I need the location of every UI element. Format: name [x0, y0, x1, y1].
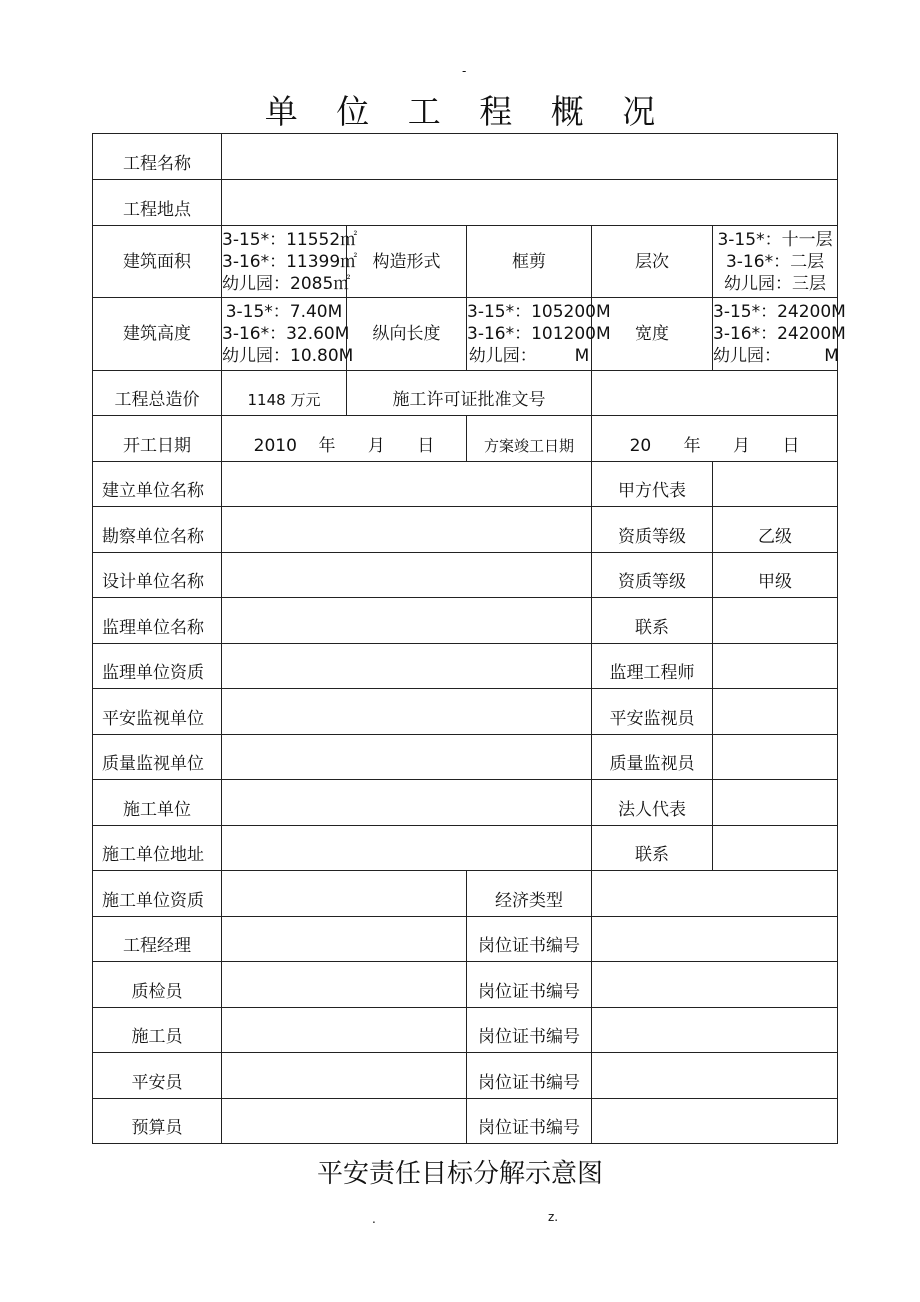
econ-type-value[interactable]	[592, 871, 838, 917]
field-label: 工程总造价	[93, 371, 222, 416]
field-label: 监理单位名称	[93, 598, 222, 644]
design-grade-value: 甲级	[713, 553, 838, 598]
design-name-value[interactable]	[222, 553, 592, 598]
table-row	[93, 826, 838, 871]
field-label: 岗位证书编号	[467, 1099, 592, 1144]
table-row	[93, 507, 838, 553]
table-row	[93, 1008, 838, 1053]
safety-unit-value[interactable]	[222, 689, 592, 735]
field-label: 监理工程师	[592, 644, 713, 689]
cert-number-value[interactable]	[592, 962, 838, 1008]
table-row	[93, 1099, 838, 1144]
table-row	[93, 462, 838, 507]
table-row	[93, 735, 838, 780]
length-value: 幼儿园： M	[468, 346, 590, 366]
contractor-contact-value[interactable]	[713, 826, 838, 871]
project-overview-table	[92, 133, 846, 1144]
field-label: 资质等级	[592, 507, 713, 553]
legal-rep-value[interactable]	[713, 780, 838, 826]
supervision-engineer-value[interactable]	[713, 644, 838, 689]
field-label: 甲方代表	[592, 462, 713, 507]
table-row	[93, 226, 838, 298]
field-label: 平安监视员	[592, 689, 713, 735]
field-label: 质量监视单位	[93, 735, 222, 780]
contractor-address-value[interactable]	[222, 826, 592, 871]
staff-name-value[interactable]	[222, 962, 467, 1008]
field-label: 纵向长度	[347, 298, 467, 371]
height-value: 3-15*：7.40M	[225, 302, 343, 322]
area-value: 3-15*：11552㎡	[222, 229, 358, 250]
field-label: 资质等级	[592, 553, 713, 598]
table-row	[93, 416, 838, 462]
floors-value: 3-15*：十一层	[717, 229, 833, 250]
footer-left: .	[372, 1212, 376, 1226]
field-label: 平安监视单位	[93, 689, 222, 735]
page-title: 单 位 工 程 概 况	[264, 92, 670, 131]
staff-role: 平安员	[93, 1053, 222, 1099]
table-row	[93, 917, 838, 962]
field-label: 建筑高度	[93, 298, 222, 371]
table-row	[93, 180, 838, 226]
cert-number-value[interactable]	[592, 1099, 838, 1144]
quality-inspector-value[interactable]	[713, 735, 838, 780]
field-label: 岗位证书编号	[467, 917, 592, 962]
quality-unit-value[interactable]	[222, 735, 592, 780]
survey-name-value[interactable]	[222, 507, 592, 553]
table-row	[93, 689, 838, 735]
supervision-qual-value[interactable]	[222, 644, 592, 689]
cert-number-value[interactable]	[592, 917, 838, 962]
width-value: 3-16*：24200M	[713, 324, 846, 344]
field-label: 岗位证书编号	[467, 1053, 592, 1099]
field-label: 建筑面积	[93, 226, 222, 298]
floors-value: 幼儿园：三层	[724, 273, 827, 294]
height-values	[222, 298, 354, 371]
table-row	[93, 780, 838, 826]
field-label: 工程地点	[93, 180, 222, 226]
table-row	[93, 598, 838, 644]
survey-grade-value: 乙级	[713, 507, 838, 553]
field-label: 施工许可证批准文号	[347, 371, 592, 416]
length-value: 3-15*：105200M	[467, 302, 611, 322]
field-label: 施工单位地址	[93, 826, 222, 871]
field-label: 经济类型	[467, 871, 592, 917]
field-label: 联系	[592, 826, 713, 871]
field-label: 层次	[592, 226, 713, 298]
owner-rep-value[interactable]	[713, 462, 838, 507]
header-mark: -	[462, 64, 467, 78]
field-label: 开工日期	[93, 416, 222, 462]
field-label: 设计单位名称	[93, 553, 222, 598]
table-row	[93, 371, 838, 416]
field-label: 质量监视员	[592, 735, 713, 780]
field-label: 方案竣工日期	[467, 416, 592, 462]
staff-role: 工程经理	[93, 917, 222, 962]
length-values	[467, 298, 611, 371]
footer-right: z.	[548, 1210, 559, 1224]
area-values	[222, 226, 358, 298]
table-row	[93, 871, 838, 917]
builder-name-value[interactable]	[222, 462, 592, 507]
staff-name-value[interactable]	[222, 1008, 467, 1053]
field-label: 工程名称	[93, 134, 222, 180]
area-value: 3-16*：11399㎡	[222, 251, 358, 272]
table-row	[93, 1053, 838, 1099]
field-label: 监理单位资质	[93, 644, 222, 689]
field-label: 岗位证书编号	[467, 962, 592, 1008]
staff-name-value[interactable]	[222, 1053, 467, 1099]
field-label: 宽度	[592, 298, 713, 371]
table-row	[93, 553, 838, 598]
width-value: 3-15*：24200M	[713, 302, 846, 322]
table-row	[93, 298, 838, 371]
finish-date-value: 20 年 月 日	[592, 416, 838, 462]
cert-number-value[interactable]	[592, 1008, 838, 1053]
start-date-value: 2010 年 月 日	[222, 416, 467, 462]
staff-name-value[interactable]	[222, 917, 467, 962]
cert-number-value[interactable]	[592, 1053, 838, 1099]
supervision-name-value[interactable]	[222, 598, 592, 644]
staff-name-value[interactable]	[222, 1099, 467, 1144]
staff-role: 预算员	[93, 1099, 222, 1144]
table-row	[93, 644, 838, 689]
staff-role: 施工员	[93, 1008, 222, 1053]
section-subtitle: 平安责任目标分解示意图	[316, 1159, 603, 1189]
field-label: 联系	[592, 598, 713, 644]
area-value: 幼儿园：2085㎡	[222, 273, 351, 294]
field-label: 岗位证书编号	[467, 1008, 592, 1053]
table-row	[93, 134, 838, 180]
staff-role: 质检员	[93, 962, 222, 1008]
height-value: 幼儿园：10.80M	[222, 346, 354, 366]
supervision-contact-value[interactable]	[713, 598, 838, 644]
field-label: 勘察单位名称	[93, 507, 222, 553]
length-value: 3-16*：101200M	[467, 324, 611, 344]
field-label: 建立单位名称	[93, 462, 222, 507]
structure-value: 框剪	[467, 226, 592, 298]
project-name-value[interactable]	[222, 134, 838, 180]
field-label: 施工单位	[93, 780, 222, 826]
contractor-name-value[interactable]	[222, 780, 592, 826]
contractor-qual-value[interactable]	[222, 871, 467, 917]
table-row	[93, 962, 838, 1008]
floors-value: 3-16*：二层	[725, 251, 825, 272]
floors-values	[713, 226, 838, 298]
field-label: 施工单位资质	[93, 871, 222, 917]
cost-value: 1148 万元	[222, 371, 347, 416]
width-values	[713, 298, 846, 371]
safety-inspector-value[interactable]	[713, 689, 838, 735]
height-value: 3-16*：32.60M	[222, 324, 350, 344]
project-location-value[interactable]	[222, 180, 838, 226]
width-value: 幼儿园： M	[713, 346, 839, 366]
permit-number-value[interactable]	[592, 371, 838, 416]
field-label: 构造形式	[347, 226, 467, 298]
field-label: 法人代表	[592, 780, 713, 826]
